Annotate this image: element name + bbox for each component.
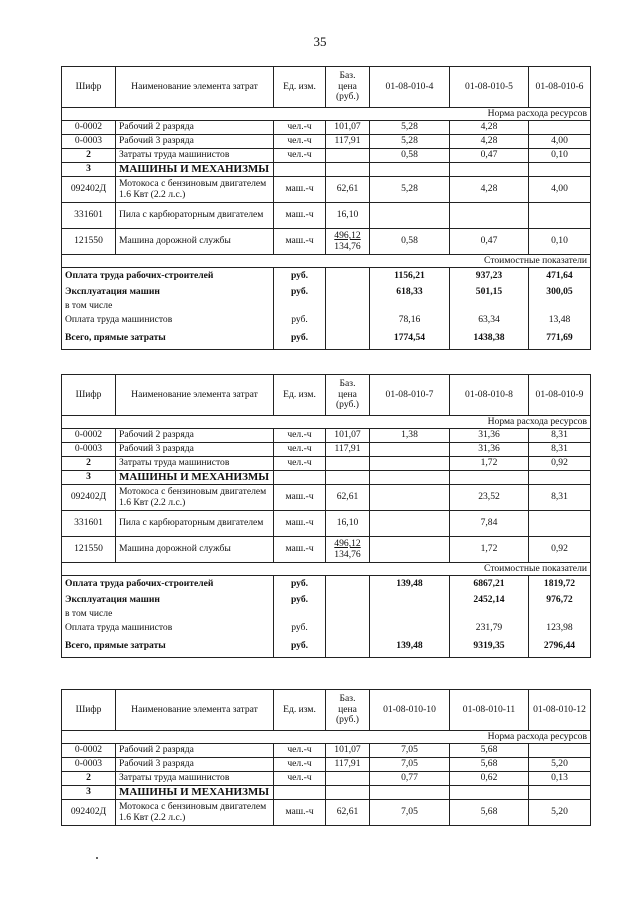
- summary-row: [62, 314, 591, 328]
- header-column-code: 01-08-010-5: [450, 67, 529, 108]
- resource-row: [62, 149, 591, 163]
- summary-value: 6867,21: [450, 576, 529, 594]
- row-value: 0,92: [529, 457, 591, 471]
- row-unit: чел.-ч: [274, 135, 326, 149]
- row-value: 0,10: [529, 229, 591, 255]
- row-value: 0,77: [370, 772, 450, 786]
- cost-label: Стоимостные показатели: [370, 255, 591, 268]
- row-name: Мотокоса с бензиновым двигателем 1.6 Квт (2.2 л.с.): [116, 177, 274, 203]
- row-value: 1,72: [450, 457, 529, 471]
- row-value: 0,47: [450, 229, 529, 255]
- row-unit: маш.-ч: [274, 511, 326, 537]
- row-price: 16,10: [326, 511, 370, 537]
- summary-price: [326, 328, 370, 350]
- row-code: 3: [62, 163, 116, 177]
- price-secondary: 134,76: [334, 548, 361, 560]
- summary-row: [62, 576, 591, 594]
- norm-row-spacer: [62, 108, 370, 121]
- summary-value: 1819,72: [529, 576, 591, 594]
- summary-value: 976,72: [529, 594, 591, 608]
- row-value: 0,58: [370, 229, 450, 255]
- row-value: 23,52: [450, 485, 529, 511]
- summary-name: в том числе: [62, 608, 274, 622]
- row-value: 0,92: [529, 537, 591, 563]
- row-unit: чел.-ч: [274, 149, 326, 163]
- row-value: 5,28: [370, 121, 450, 135]
- norm-label: Норма расхода ресурсов: [370, 416, 591, 429]
- summary-value: 771,69: [529, 328, 591, 350]
- resource-table-1: [61, 66, 591, 350]
- row-unit: чел.-ч: [274, 443, 326, 457]
- row-price: 62,61: [326, 800, 370, 826]
- header-name: Наименование элемента затрат: [116, 690, 274, 731]
- resource-row: [62, 744, 591, 758]
- row-code: 331601: [62, 511, 116, 537]
- summary-unit: руб.: [274, 328, 326, 350]
- summary-value: 2796,44: [529, 636, 591, 658]
- summary-price: [326, 594, 370, 608]
- header-column-code: 01-08-010-10: [370, 690, 450, 731]
- row-price: [326, 537, 370, 563]
- header-code: Шифр: [62, 67, 116, 108]
- row-name: Рабочий 2 разряда: [116, 744, 274, 758]
- summary-value: 300,05: [529, 286, 591, 300]
- row-value: 0,13: [529, 772, 591, 786]
- row-unit: маш.-ч: [274, 177, 326, 203]
- summary-row: [62, 286, 591, 300]
- row-unit: чел.-ч: [274, 457, 326, 471]
- row-value: [370, 485, 450, 511]
- summary-name: Всего, прямые затраты: [62, 636, 274, 658]
- row-value: 4,00: [529, 135, 591, 149]
- header-unit: Ед. изм.: [274, 67, 326, 108]
- resource-row: [62, 457, 591, 471]
- row-code: 3: [62, 471, 116, 485]
- row-value: [529, 511, 591, 537]
- norm-row-spacer: [62, 416, 370, 429]
- summary-price: [326, 622, 370, 636]
- page-number: 35: [313, 34, 327, 49]
- row-value: 5,68: [450, 744, 529, 758]
- row-name: Машина дорожной службы: [116, 537, 274, 563]
- row-name: Затраты труда машинистов: [116, 772, 274, 786]
- row-value: [529, 163, 591, 177]
- row-name: Мотокоса с бензиновым двигателем 1.6 Квт (2.2 л.с.): [116, 800, 274, 826]
- summary-value: 1438,38: [450, 328, 529, 350]
- row-price: 62,61: [326, 485, 370, 511]
- summary-value: 2452,14: [450, 594, 529, 608]
- resource-table-3: [61, 689, 591, 826]
- summary-value: 1156,21: [370, 268, 450, 286]
- resource-row: [62, 177, 591, 203]
- resource-row: [62, 121, 591, 135]
- row-price: [326, 457, 370, 471]
- row-value: 31,36: [450, 429, 529, 443]
- row-value: 4,28: [450, 135, 529, 149]
- summary-value: 78,16: [370, 314, 450, 328]
- row-value: 7,05: [370, 744, 450, 758]
- header-name: Наименование элемента затрат: [116, 67, 274, 108]
- row-value: 7,84: [450, 511, 529, 537]
- summary-value: 13,48: [529, 314, 591, 328]
- row-value: 8,31: [529, 485, 591, 511]
- row-value: 8,31: [529, 429, 591, 443]
- summary-value: 63,34: [450, 314, 529, 328]
- header-code: Шифр: [62, 690, 116, 731]
- summary-price: [326, 608, 370, 622]
- row-code: 092402Д: [62, 177, 116, 203]
- row-price: 101,07: [326, 429, 370, 443]
- row-value: [529, 471, 591, 485]
- summary-row: [62, 268, 591, 286]
- summary-unit: руб.: [274, 268, 326, 286]
- row-price: [326, 229, 370, 255]
- norm-row: [62, 416, 591, 429]
- summary-value: [370, 622, 450, 636]
- row-code: 092402Д: [62, 485, 116, 511]
- row-name: Рабочий 3 разряда: [116, 758, 274, 772]
- row-name: МАШИНЫ И МЕХАНИЗМЫ: [116, 471, 274, 485]
- row-name: Пила с карбюраторным двигателем: [116, 511, 274, 537]
- summary-name: Оплата труда рабочих-строителей: [62, 576, 274, 594]
- summary-unit: руб.: [274, 576, 326, 594]
- cost-label: Стоимостные показатели: [370, 563, 591, 576]
- norm-row: [62, 731, 591, 744]
- summary-value: [370, 300, 450, 314]
- scan-dot: [96, 857, 98, 859]
- row-price: 101,07: [326, 744, 370, 758]
- cost-row-spacer: [62, 563, 370, 576]
- row-code: 121550: [62, 537, 116, 563]
- row-value: 0,47: [450, 149, 529, 163]
- row-value: 1,38: [370, 429, 450, 443]
- resource-row: [62, 537, 591, 563]
- norm-label: Норма расхода ресурсов: [370, 731, 591, 744]
- summary-unit: руб.: [274, 594, 326, 608]
- row-unit: [274, 471, 326, 485]
- summary-unit: руб.: [274, 636, 326, 658]
- row-code: 0-0003: [62, 443, 116, 457]
- row-unit: маш.-ч: [274, 229, 326, 255]
- summary-name: Эксплуатация машин: [62, 594, 274, 608]
- summary-value: 937,23: [450, 268, 529, 286]
- summary-value: 1774,54: [370, 328, 450, 350]
- header-price: Баз. цена (руб.): [326, 375, 370, 416]
- row-value: 0,58: [370, 149, 450, 163]
- resource-table-2: [61, 374, 591, 658]
- row-unit: чел.-ч: [274, 744, 326, 758]
- resource-row: [62, 443, 591, 457]
- row-code: 0-0002: [62, 429, 116, 443]
- summary-value: 139,48: [370, 576, 450, 594]
- summary-value: [450, 300, 529, 314]
- summary-row: [62, 622, 591, 636]
- summary-unit: [274, 608, 326, 622]
- row-value: 5,68: [450, 758, 529, 772]
- summary-value: 123,98: [529, 622, 591, 636]
- row-code: 0-0002: [62, 121, 116, 135]
- row-name: Рабочий 2 разряда: [116, 429, 274, 443]
- row-code: 2: [62, 149, 116, 163]
- row-name: Мотокоса с бензиновым двигателем 1.6 Квт (2.2 л.с.): [116, 485, 274, 511]
- row-code: 0-0003: [62, 135, 116, 149]
- header-column-code: 01-08-010-8: [450, 375, 529, 416]
- row-unit: чел.-ч: [274, 758, 326, 772]
- summary-price: [326, 576, 370, 594]
- row-price: 117,91: [326, 135, 370, 149]
- summary-price: [326, 636, 370, 658]
- summary-name: Эксплуатация машин: [62, 286, 274, 300]
- resource-row: [62, 758, 591, 772]
- summary-row: [62, 594, 591, 608]
- header-row: [62, 690, 591, 731]
- summary-value: [450, 608, 529, 622]
- row-unit: чел.-ч: [274, 121, 326, 135]
- row-price: [326, 772, 370, 786]
- summary-row: [62, 328, 591, 350]
- row-value: 5,20: [529, 800, 591, 826]
- row-value: [529, 121, 591, 135]
- row-price: 117,91: [326, 758, 370, 772]
- price-secondary: 134,76: [334, 240, 361, 252]
- row-value: 4,00: [529, 177, 591, 203]
- row-unit: маш.-ч: [274, 800, 326, 826]
- row-value: 0,62: [450, 772, 529, 786]
- row-value: [370, 443, 450, 457]
- header-row: [62, 67, 591, 108]
- summary-unit: руб.: [274, 622, 326, 636]
- header-column-code: 01-08-010-6: [529, 67, 591, 108]
- norm-row-spacer: [62, 731, 370, 744]
- summary-value: 231,79: [450, 622, 529, 636]
- price-primary: 496,12: [334, 537, 361, 549]
- summary-name: в том числе: [62, 300, 274, 314]
- resource-row: [62, 203, 591, 229]
- row-code: 121550: [62, 229, 116, 255]
- summary-price: [326, 268, 370, 286]
- resource-row: [62, 485, 591, 511]
- summary-value: [529, 300, 591, 314]
- summary-value: 501,15: [450, 286, 529, 300]
- header-price: Баз. цена (руб.): [326, 67, 370, 108]
- header-code: Шифр: [62, 375, 116, 416]
- summary-value: 471,64: [529, 268, 591, 286]
- summary-unit: руб.: [274, 286, 326, 300]
- summary-value: [529, 608, 591, 622]
- row-price: [326, 786, 370, 800]
- cost-row: [62, 563, 591, 576]
- row-value: 4,28: [450, 177, 529, 203]
- resource-row: [62, 772, 591, 786]
- row-value: [529, 786, 591, 800]
- row-unit: маш.-ч: [274, 203, 326, 229]
- row-name: МАШИНЫ И МЕХАНИЗМЫ: [116, 163, 274, 177]
- resource-row: [62, 511, 591, 537]
- summary-value: [370, 594, 450, 608]
- summary-row: [62, 636, 591, 658]
- row-value: [450, 203, 529, 229]
- row-value: [370, 163, 450, 177]
- resource-row: [62, 163, 591, 177]
- row-value: 8,31: [529, 443, 591, 457]
- summary-name: Оплата труда машинистов: [62, 622, 274, 636]
- summary-name: Всего, прямые затраты: [62, 328, 274, 350]
- row-value: [370, 786, 450, 800]
- row-value: 5,28: [370, 135, 450, 149]
- row-unit: маш.-ч: [274, 537, 326, 563]
- header-column-code: 01-08-010-11: [450, 690, 529, 731]
- row-value: [370, 457, 450, 471]
- row-code: 092402Д: [62, 800, 116, 826]
- header-name: Наименование элемента затрат: [116, 375, 274, 416]
- summary-unit: [274, 300, 326, 314]
- row-value: [450, 163, 529, 177]
- row-value: 7,05: [370, 758, 450, 772]
- summary-row: [62, 608, 591, 622]
- row-code: 0-0003: [62, 758, 116, 772]
- row-value: 5,28: [370, 177, 450, 203]
- row-code: 2: [62, 457, 116, 471]
- row-code: 331601: [62, 203, 116, 229]
- summary-value: 9319,35: [450, 636, 529, 658]
- row-value: [370, 471, 450, 485]
- price-primary: 496,12: [334, 229, 361, 241]
- row-name: Рабочий 3 разряда: [116, 443, 274, 457]
- row-name: Машина дорожной службы: [116, 229, 274, 255]
- resource-row: [62, 471, 591, 485]
- cost-row-spacer: [62, 255, 370, 268]
- resource-row: [62, 229, 591, 255]
- row-unit: [274, 786, 326, 800]
- resource-row: [62, 135, 591, 149]
- norm-label: Норма расхода ресурсов: [370, 108, 591, 121]
- row-price: [326, 163, 370, 177]
- summary-name: Оплата труда рабочих-строителей: [62, 268, 274, 286]
- row-unit: чел.-ч: [274, 772, 326, 786]
- row-price: [326, 149, 370, 163]
- resource-row: [62, 800, 591, 826]
- row-code: 0-0002: [62, 744, 116, 758]
- row-name: Рабочий 2 разряда: [116, 121, 274, 135]
- summary-value: 618,33: [370, 286, 450, 300]
- summary-value: [370, 608, 450, 622]
- row-value: 31,36: [450, 443, 529, 457]
- row-name: Затраты труда машинистов: [116, 149, 274, 163]
- header-column-code: 01-08-010-9: [529, 375, 591, 416]
- resource-row: [62, 786, 591, 800]
- row-value: [450, 786, 529, 800]
- summary-unit: руб.: [274, 314, 326, 328]
- row-price: 101,07: [326, 121, 370, 135]
- header-unit: Ед. изм.: [274, 690, 326, 731]
- cost-row: [62, 255, 591, 268]
- row-value: [529, 203, 591, 229]
- row-value: [370, 537, 450, 563]
- summary-price: [326, 300, 370, 314]
- row-value: 0,10: [529, 149, 591, 163]
- summary-price: [326, 286, 370, 300]
- row-value: [370, 203, 450, 229]
- row-unit: маш.-ч: [274, 485, 326, 511]
- row-name: Пила с карбюраторным двигателем: [116, 203, 274, 229]
- header-unit: Ед. изм.: [274, 375, 326, 416]
- row-price: [326, 471, 370, 485]
- row-code: 3: [62, 786, 116, 800]
- row-value: 7,05: [370, 800, 450, 826]
- row-name: МАШИНЫ И МЕХАНИЗМЫ: [116, 786, 274, 800]
- row-value: 5,20: [529, 758, 591, 772]
- row-unit: [274, 163, 326, 177]
- row-unit: чел.-ч: [274, 429, 326, 443]
- row-name: Рабочий 3 разряда: [116, 135, 274, 149]
- row-price: 16,10: [326, 203, 370, 229]
- header-column-code: 01-08-010-4: [370, 67, 450, 108]
- row-value: 4,28: [450, 121, 529, 135]
- row-value: [450, 471, 529, 485]
- summary-name: Оплата труда машинистов: [62, 314, 274, 328]
- row-value: [370, 511, 450, 537]
- row-name: Затраты труда машинистов: [116, 457, 274, 471]
- summary-row: [62, 300, 591, 314]
- row-value: [529, 744, 591, 758]
- row-price: 117,91: [326, 443, 370, 457]
- header-row: [62, 375, 591, 416]
- header-column-code: 01-08-010-12: [529, 690, 591, 731]
- row-value: 5,68: [450, 800, 529, 826]
- resource-row: [62, 429, 591, 443]
- row-code: 2: [62, 772, 116, 786]
- summary-value: 139,48: [370, 636, 450, 658]
- header-column-code: 01-08-010-7: [370, 375, 450, 416]
- row-value: 1,72: [450, 537, 529, 563]
- header-price: Баз. цена (руб.): [326, 690, 370, 731]
- norm-row: [62, 108, 591, 121]
- summary-price: [326, 314, 370, 328]
- row-price: 62,61: [326, 177, 370, 203]
